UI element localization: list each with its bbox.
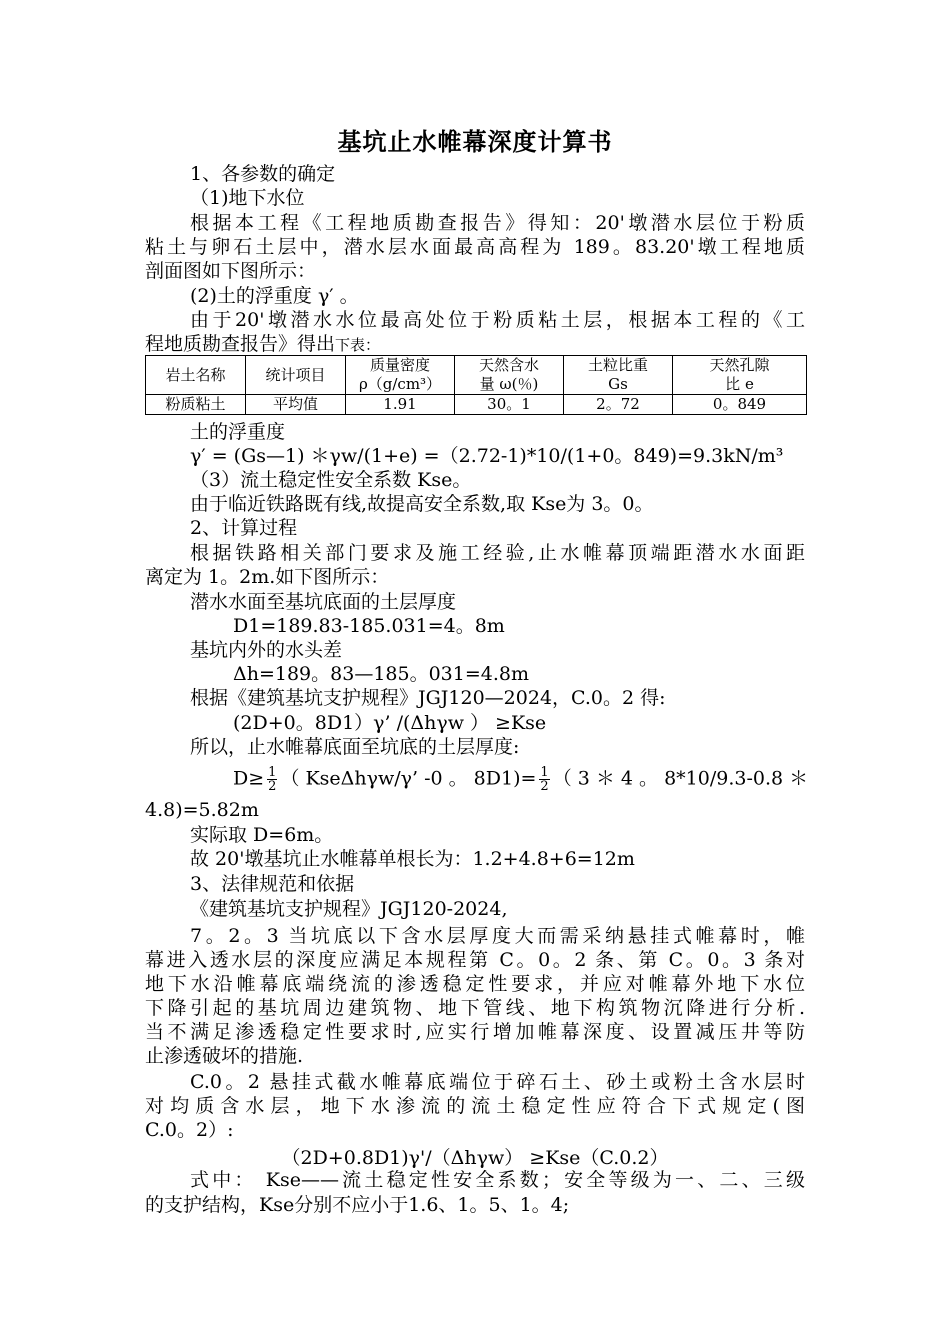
table-row (146, 395, 807, 415)
table-header-row (146, 356, 807, 395)
paragraph-line: 根据《建筑基坑支护规程》JGJ120—2024，C.0。2 得: (190, 687, 666, 709)
buoyant-weight-formula: γ′ = (Gs—1) ＊γw/(1+e) =（2.72-1)*10/(1+0。849)=9.3kN/m³ (190, 445, 784, 467)
paragraph-line: 所以，止水帷幕底面至坑底的土层厚度: (190, 736, 520, 758)
table-cell: 0。849 (673, 395, 807, 415)
paragraph-line: C.0。2 悬挂式截水帷幕底端位于碎石土、砂土或粉土含水层时 (190, 1071, 805, 1093)
section-2-heading: 2、计算过程 (190, 517, 298, 539)
paragraph-line: 幕进入透水层的深度应满足本规程第 C。0。2 条、第 C。0。3 条对 (145, 949, 805, 971)
section-3-heading: 3、法律规范和依据 (190, 873, 355, 895)
buoyant-weight-label: 土的浮重度 (190, 421, 286, 443)
fraction-one-half: $\frac{1}{2}$ (540, 765, 549, 794)
paragraph-line: 离定为 1。2m.如下图所示： (145, 566, 390, 588)
paragraph-line: 由于20'墩潜水水位最高处位于粉质粘土层，根据本工程的《工 (190, 309, 805, 331)
paragraph-line: 由于临近铁路既有线,故提高安全系数,取 Kse为 3。0。 (190, 493, 654, 515)
section-1-heading: 1、各参数的确定 (190, 163, 336, 185)
head-difference-formula: Δh=189。83—185。031=4.8m (233, 663, 530, 685)
paragraph-line: 程地质勘查报告》得出下表： (145, 333, 381, 355)
table-cell: 30。1 (455, 395, 564, 415)
section-1-2-heading: (2)土的浮重度 γ′ 。 (190, 285, 359, 307)
table-header-cell: 统计项目 (246, 356, 346, 395)
table-header-cell: 天然孔隙 比 e (673, 356, 807, 395)
paragraph-line: 式中： Kse——流土稳定性安全系数；安全等级为一、二、三级 (190, 1169, 805, 1191)
document-title: 基坑止水帷幕深度计算书 (337, 127, 613, 156)
code-reference: 《建筑基坑支护规程》JGJ120-2024, (190, 898, 508, 920)
condition-formula: (2D+0。8D1）γ’ /(Δhγw ） ≥Kse (233, 712, 547, 734)
table-cell: 2。72 (564, 395, 673, 415)
paragraph-line: C.0。2）: (145, 1119, 234, 1141)
paragraph-line: 根据铁路相关部门要求及施工经验,止水帷幕顶端距潜水水面距 (190, 542, 805, 564)
depth-formula: D≥ $\frac{1}{2}$ （ KseΔhγw/γ’ -0 。 8D1)= $\frac{1}{2}$ （ 3 ＊ 4 。 8*10/9.3-0.8 ＊ (233, 765, 809, 794)
table-header-cell: 质量密度 ρ（g/cm³） (346, 356, 455, 395)
equation-c02: （2D+0.8D1)γ'/（Δhγw） ≥Kse（C.0.2） (281, 1147, 669, 1169)
d1-label: 潜水水面至基坑底面的土层厚度 (190, 591, 457, 613)
fraction-one-half: $\frac{1}{2}$ (268, 765, 277, 794)
depth-formula-continued: 4.8)=5.82m (145, 799, 259, 821)
table-cell: 平均值 (246, 395, 346, 415)
paragraph-line: 当不满足渗透稳定性要求时,应实行增加帷幕深度、设置减压井等防 (145, 1021, 805, 1043)
actual-depth: 实际取 D=6m。 (190, 824, 334, 846)
paragraph-line: 根据本工程《工程地质勘查报告》得知：20'墩潜水层位于粉质 (190, 212, 805, 234)
paragraph-line: 7。2。3 当坑底以下含水层厚度大而需采纳悬挂式帷幕时，帷 (190, 925, 805, 947)
curtain-length-result: 故 20'墩基坑止水帷幕单根长为：1.2+4.8+6=12m (190, 848, 635, 870)
section-1-3-heading: （3）流土稳定性安全系数 Kse。 (190, 469, 472, 491)
paragraph-line: 粘土与卵石土层中，潜水层水面最高高程为 189。83.20'墩工程地质 (145, 236, 805, 258)
paragraph-line: 对均质含水层，地下水渗流的流土稳定性应符合下式规定(图 (145, 1095, 805, 1117)
table-header-cell: 岩土名称 (146, 356, 246, 395)
table-cell: 粉质粘土 (146, 395, 246, 415)
table-cell: 1.91 (346, 395, 455, 415)
paragraph-line: 剖面图如下图所示： (145, 260, 317, 282)
head-difference-label: 基坑内外的水头差 (190, 639, 343, 661)
table-header-cell: 土粒比重 Gs (564, 356, 673, 395)
section-1-1-heading: （1)地下水位 (190, 187, 305, 209)
paragraph-line: 止渗透破坏的措施. (145, 1045, 304, 1067)
paragraph-line: 的支护结构，Kse分别不应小于1.6、1。5、1。4; (145, 1194, 570, 1216)
soil-parameter-table (145, 355, 807, 415)
table-header-cell: 天然含水 量 ω(％) (455, 356, 564, 395)
paragraph-line: 地下水沿帷幕底端绕流的渗透稳定性要求，并应对帷幕外地下水位 (145, 973, 805, 995)
paragraph-line: 下降引起的基坑周边建筑物、地下管线、地下构筑物沉降进行分析. (145, 997, 805, 1019)
d1-formula: D1=189.83-185.031=4。8m (233, 615, 505, 637)
